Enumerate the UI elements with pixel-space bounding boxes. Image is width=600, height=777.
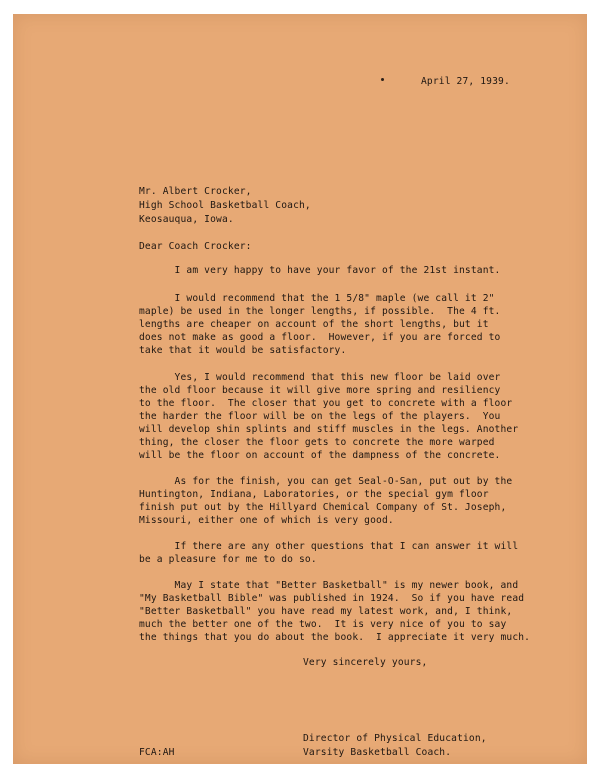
body-line: the harder the floor will be on the legs of the players. You: [139, 411, 501, 422]
body-line: finish put out by the Hillyard Chemical Company of St. Joseph,: [139, 502, 507, 513]
body-line: lengths are cheaper on account of the short lengths, but it: [139, 319, 489, 330]
salutation: Dear Coach Crocker:: [139, 241, 252, 252]
complimentary-close: Very sincerely yours,: [303, 657, 428, 668]
body-line: will develop shin splints and stiff muscles in the legs. Another: [139, 424, 519, 435]
reference-initials: FCA:AH: [139, 747, 175, 758]
body-line: I am very happy to have your favor of the 21st instant.: [139, 265, 501, 276]
body-line: Huntington, Indiana, Laboratories, or the special gym floor: [139, 489, 489, 500]
body-line: will be the floor on account of the dampness of the concrete.: [139, 450, 501, 461]
body-line: maple) be used in the longer lengths, if possible. The 4 ft.: [139, 306, 501, 317]
body-line: Missouri, either one of which is very good.: [139, 515, 394, 526]
body-line: As for the finish, you can get Seal-O-San, put out by the: [139, 476, 513, 487]
body-line: much the better one of the two. It is very nice of you to say: [139, 619, 507, 630]
signature-title-line: Director of Physical Education,: [303, 733, 487, 744]
punch-mark: [381, 78, 384, 81]
body-line: If there are any other questions that I can answer it will: [139, 541, 519, 552]
body-line: May I state that "Better Basketball" is my newer book, and: [139, 580, 519, 591]
recipient-line: Mr. Albert Crocker,: [139, 186, 252, 197]
body-line: does not make as good a floor. However, if you are forced to: [139, 332, 501, 343]
body-line: take that it would be satisfactory.: [139, 345, 347, 356]
body-line: I would recommend that the 1 5/8" maple (we call it 2": [139, 293, 495, 304]
body-line: "My Basketball Bible" was published in 1924. So if you have read: [139, 593, 525, 604]
recipient-line: Keosauqua, Iowa.: [139, 214, 234, 225]
recipient-line: High School Basketball Coach,: [139, 200, 311, 211]
body-line: the old floor because it will give more spring and resiliency: [139, 385, 501, 396]
letter-page: [13, 14, 587, 764]
letter-date: April 27, 1939.: [421, 76, 510, 87]
signature-title-line: Varsity Basketball Coach.: [303, 747, 452, 758]
body-line: "Better Basketball" you have read my latest work, and, I think,: [139, 606, 513, 617]
body-line: Yes, I would recommend that this new floor be laid over: [139, 372, 501, 383]
body-line: be a pleasure for me to do so.: [139, 554, 317, 565]
body-line: to the floor. The closer that you get to concrete with a floor: [139, 398, 513, 409]
body-line: the things that you do about the book. I appreciate it very much.: [139, 632, 531, 643]
body-line: thing, the closer the floor gets to concrete the more warped: [139, 437, 495, 448]
